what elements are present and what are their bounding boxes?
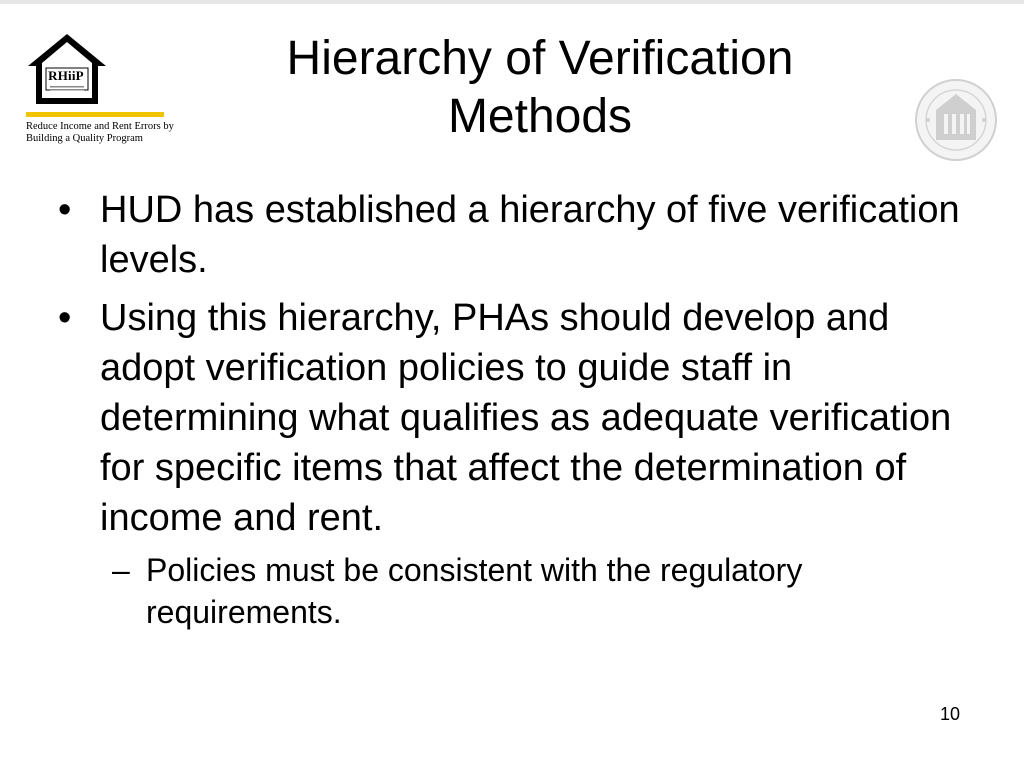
bullet-list: [56, 185, 976, 633]
sub-bullet-text: Policies must be consistent with the regulatory requirements.: [146, 552, 803, 630]
top-divider: [0, 0, 1024, 4]
logo-acronym: RHiiP: [48, 68, 84, 83]
bullet-item: [56, 293, 976, 633]
slide-title: Hierarchy of Verification Methods: [286, 32, 794, 143]
logo-accent-bar: [26, 112, 164, 117]
sub-bullet-item: [100, 549, 976, 633]
page-number: 10: [939, 704, 960, 724]
rhiip-logo: [24, 32, 174, 167]
slide-body: [56, 185, 976, 641]
bullet-marker: •: [58, 297, 72, 339]
sub-bullet-list: [100, 549, 976, 633]
bullet-marker: •: [58, 189, 72, 231]
logo-tagline: Reduce Income and Rent Errors by Building a Quality Program: [26, 121, 174, 144]
bullet-text: Using this hierarchy, PHAs should develop and adopt verification policies to guide staff in determining what qualifies as adequate verification for specific items that affect the determination of income and rent.: [100, 297, 952, 539]
hud-seal-icon: [914, 78, 998, 162]
bullet-text: HUD has established a hierarchy of five verification levels.: [100, 189, 960, 281]
bullet-item: [56, 185, 976, 285]
sub-bullet-marker: –: [112, 552, 130, 588]
